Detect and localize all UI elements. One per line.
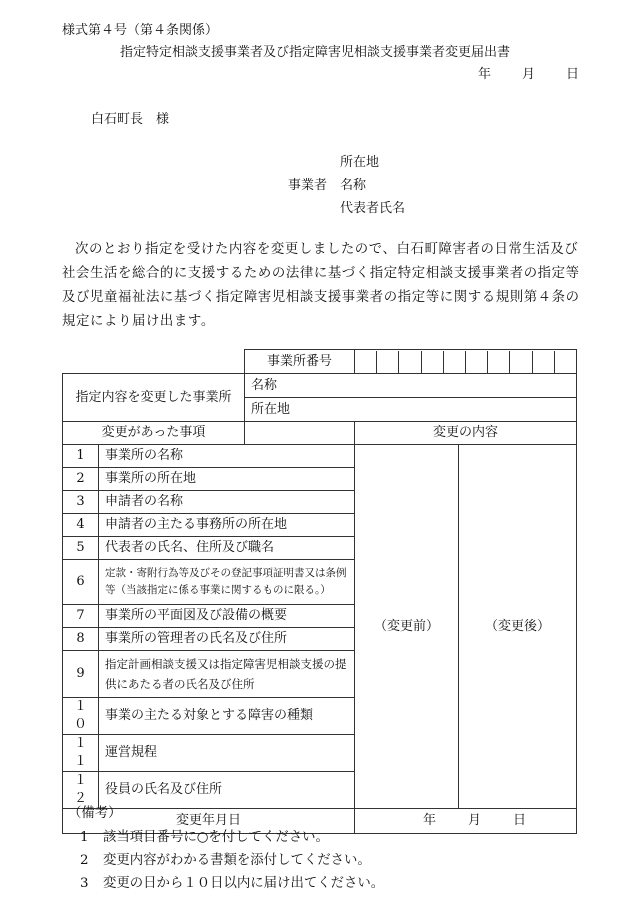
office-location-row[interactable]	[245, 398, 577, 422]
applicant-representative-label: 代表者氏名	[340, 201, 406, 216]
item-label: 定款・寄附行為等及びその登記事項証明書又は条例等（当該指定に係る事業に関するものに限る。）	[99, 560, 355, 605]
item-label: 事業所の所在地	[99, 468, 355, 491]
item-label: 事業所の平面図及び設備の概要	[99, 605, 355, 628]
office-name-label: 名称	[251, 377, 278, 393]
item-label: 運営規程	[99, 735, 355, 772]
office-location-label: 所在地	[251, 401, 291, 417]
date-day: 日	[566, 67, 580, 82]
date-year: 年	[478, 67, 492, 82]
note-number: 2	[80, 853, 89, 868]
note-text: 変更内容がわかる書類を添付してください。	[103, 853, 371, 868]
item-number[interactable]: １１	[63, 735, 99, 772]
changed-items-header-blank	[245, 422, 355, 445]
item-number[interactable]: 4	[63, 514, 99, 537]
item-label: 事業の主たる対象とする障害の種類	[99, 698, 355, 735]
change-date-month: 月	[467, 813, 481, 828]
before-label: （変更前）	[373, 618, 439, 634]
item-label: 役員の氏名及び住所	[99, 772, 355, 809]
item-number[interactable]: 3	[63, 491, 99, 514]
item-number[interactable]: 1	[63, 445, 99, 468]
notes-heading: （備考）	[68, 806, 122, 821]
applicant-name-label: 名称	[340, 178, 367, 193]
applicant-role-label: 事業者	[288, 178, 328, 193]
note-text: 該当項目番号に○を付してください。	[103, 830, 329, 845]
before-column[interactable]	[355, 445, 459, 809]
office-number-field[interactable]	[355, 350, 577, 374]
note-text: 変更の日から１０日以内に届け出てください。	[103, 876, 385, 891]
addressee: 白石町長 様	[91, 112, 170, 127]
change-content-header: 変更の内容	[355, 422, 577, 445]
note-number: 3	[80, 876, 89, 891]
note-number: 1	[80, 830, 89, 845]
form-number: 様式第４号（第４条関係）	[62, 23, 219, 38]
header-date	[478, 67, 579, 83]
date-month: 月	[522, 67, 536, 82]
changed-items-header: 変更があった事項	[63, 422, 245, 445]
change-date-day: 日	[512, 813, 526, 828]
item-number[interactable]: １２	[63, 772, 99, 809]
item-label: 事業所の名称	[99, 445, 355, 468]
change-date-year: 年	[422, 813, 436, 828]
after-column[interactable]	[459, 445, 577, 809]
office-name-row[interactable]	[245, 374, 577, 398]
office-number-label: 事業所番号	[245, 350, 355, 374]
item-number[interactable]: 5	[63, 537, 99, 560]
change-date-label: 変更年月日	[63, 809, 355, 834]
item-label: 事業所の管理者の氏名及び住所	[99, 628, 355, 651]
item-number[interactable]: 7	[63, 605, 99, 628]
change-date-field[interactable]	[355, 809, 577, 834]
item-number[interactable]: 8	[63, 628, 99, 651]
item-number[interactable]: 9	[63, 651, 99, 698]
item-label: 申請者の名称	[99, 491, 355, 514]
after-label: （変更後）	[484, 618, 550, 634]
item-label: 指定計画相談支援又は指定障害児相談支援の提供にあたる者の氏名及び住所	[99, 651, 355, 698]
item-number[interactable]: 6	[63, 560, 99, 605]
item-number[interactable]: 2	[63, 468, 99, 491]
office-changed-label: 指定内容を変更した事業所	[63, 374, 245, 422]
item-label: 申請者の主たる事務所の所在地	[99, 514, 355, 537]
applicant-location-label: 所在地	[340, 155, 380, 170]
item-number[interactable]: １０	[63, 698, 99, 735]
change-form-table	[62, 349, 577, 834]
body-text: 次のとおり指定を受けた内容を変更しましたので、白石町障害者の日常生活及び社会生活を総合的に支援するための法律に基づく指定特定相談支援事業者の指定等及び児童福祉法に基づく指定障害児相談支援事業者の指定等に関する規則第４条の規定により届け出ます。	[62, 242, 580, 329]
document-title: 指定特定相談支援事業者及び指定障害児相談支援事業者変更届出書	[119, 45, 510, 60]
item-label: 代表者の氏名、住所及び職名	[99, 537, 355, 560]
